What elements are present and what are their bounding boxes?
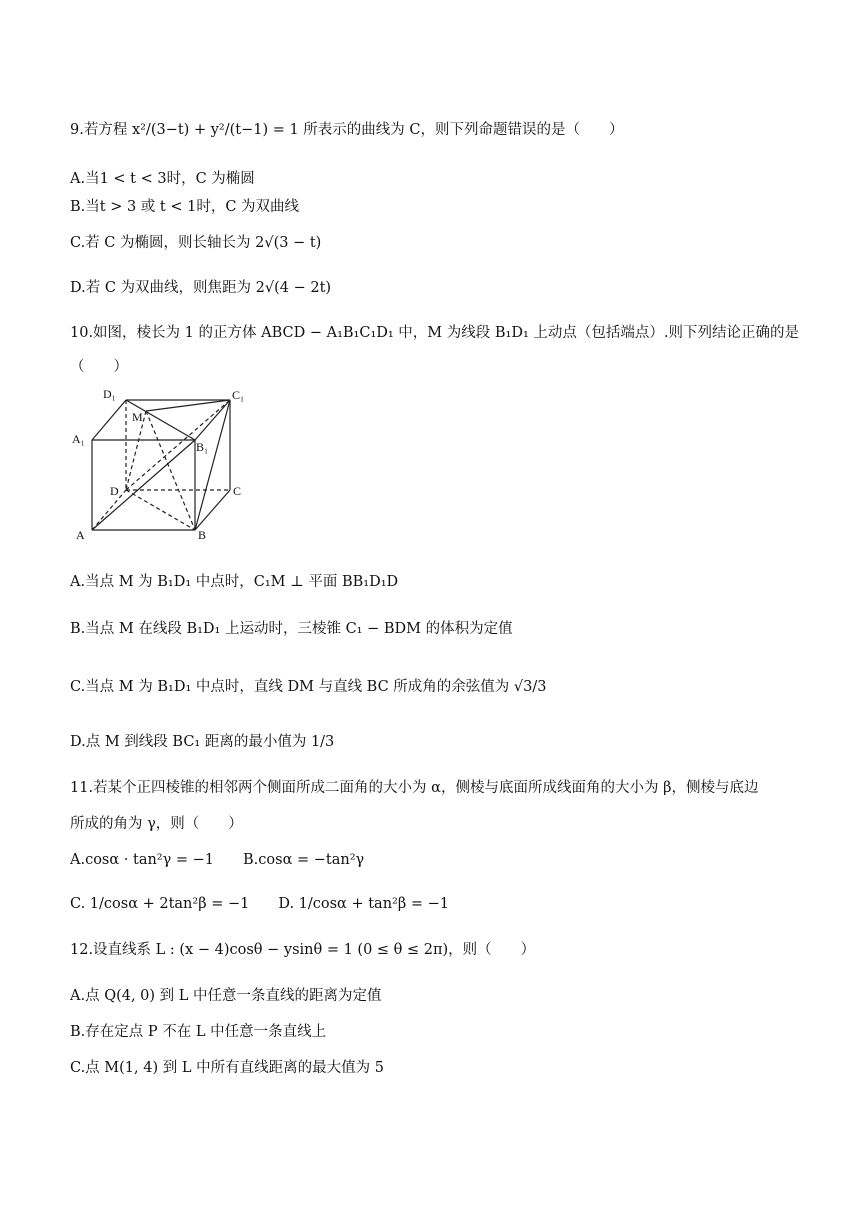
- label-b: B: [198, 528, 207, 542]
- q10-stem-paren: （ ）: [70, 359, 128, 375]
- q10-option-d: D.点 M 到线段 BC₁ 距离的最小值为 1/3: [70, 734, 335, 750]
- q10-stem: 10.如图，棱长为 1 的正方体 ABCD − A₁B₁C₁D₁ 中，M 为线段 B₁D₁ 上动点（包括端点）.则下列结论正确的是: [70, 325, 799, 341]
- q12-option-a: A.点 Q(4, 0) 到 L 中任意一条直线的距离为定值: [70, 988, 382, 1004]
- q9-option-b: B.当t > 3 或 t < 1时，C 为双曲线: [70, 199, 300, 215]
- q11-stem: 11.若某个正四棱锥的相邻两个侧面所成二面角的大小为 α，侧棱与底面所成线面角的大小为 β，侧棱与底边: [70, 780, 759, 796]
- q9-option-c: C.若 C 为椭圆，则长轴长为 2√(3 − t): [70, 235, 322, 251]
- label-b1: B₁: [196, 440, 209, 454]
- q9-option-d: D.若 C 为双曲线，则焦距为 2√(4 − 2t): [70, 280, 332, 296]
- q11-options-cd: C. 1/cosα + 2tan²β = −1 D. 1/cosα + tan²β = −1: [70, 896, 449, 912]
- q12-option-b: B.存在定点 P 不在 L 中任意一条直线上: [70, 1024, 327, 1040]
- q10-option-c: C.当点 M 为 B₁D₁ 中点时，直线 DM 与直线 BC 所成角的余弦值为 √3/3: [70, 679, 547, 695]
- label-a: A: [76, 528, 85, 542]
- q10-option-b: B.当点 M 在线段 B₁D₁ 上运动时，三棱锥 C₁ − BDM 的体积为定值: [70, 621, 513, 637]
- label-c: C: [233, 484, 242, 498]
- label-c1: C₁: [232, 388, 245, 402]
- label-m: M: [132, 410, 143, 424]
- q10-option-a: A.当点 M 为 B₁D₁ 中点时，C₁M ⊥ 平面 BB₁D₁D: [70, 574, 399, 590]
- label-a1: A₁: [72, 432, 85, 446]
- label-d1: D₁: [103, 387, 116, 401]
- label-d: D: [110, 484, 119, 498]
- q12-option-c: C.点 M(1, 4) 到 L 中所有直线距离的最大值为 5: [70, 1060, 384, 1076]
- q12-stem: 12.设直线系 L : (x − 4)cosθ − ysinθ = 1 (0 ≤ θ ≤ 2π)，则（ ）: [70, 942, 536, 958]
- q11-options-ab: A.cosα · tan²γ = −1 B.cosα = −tan²γ: [70, 852, 365, 868]
- q9-stem: 9.若方程 x²/(3−t) + y²/(t−1) = 1 所表示的曲线为 C，则下列命题错误的是（ ）: [70, 122, 624, 138]
- cube-figure: [70, 385, 260, 555]
- q9-option-a: A.当1 < t < 3时，C 为椭圆: [70, 171, 255, 187]
- q11-stem-cont: 所成的角为 γ，则（ ）: [70, 816, 243, 832]
